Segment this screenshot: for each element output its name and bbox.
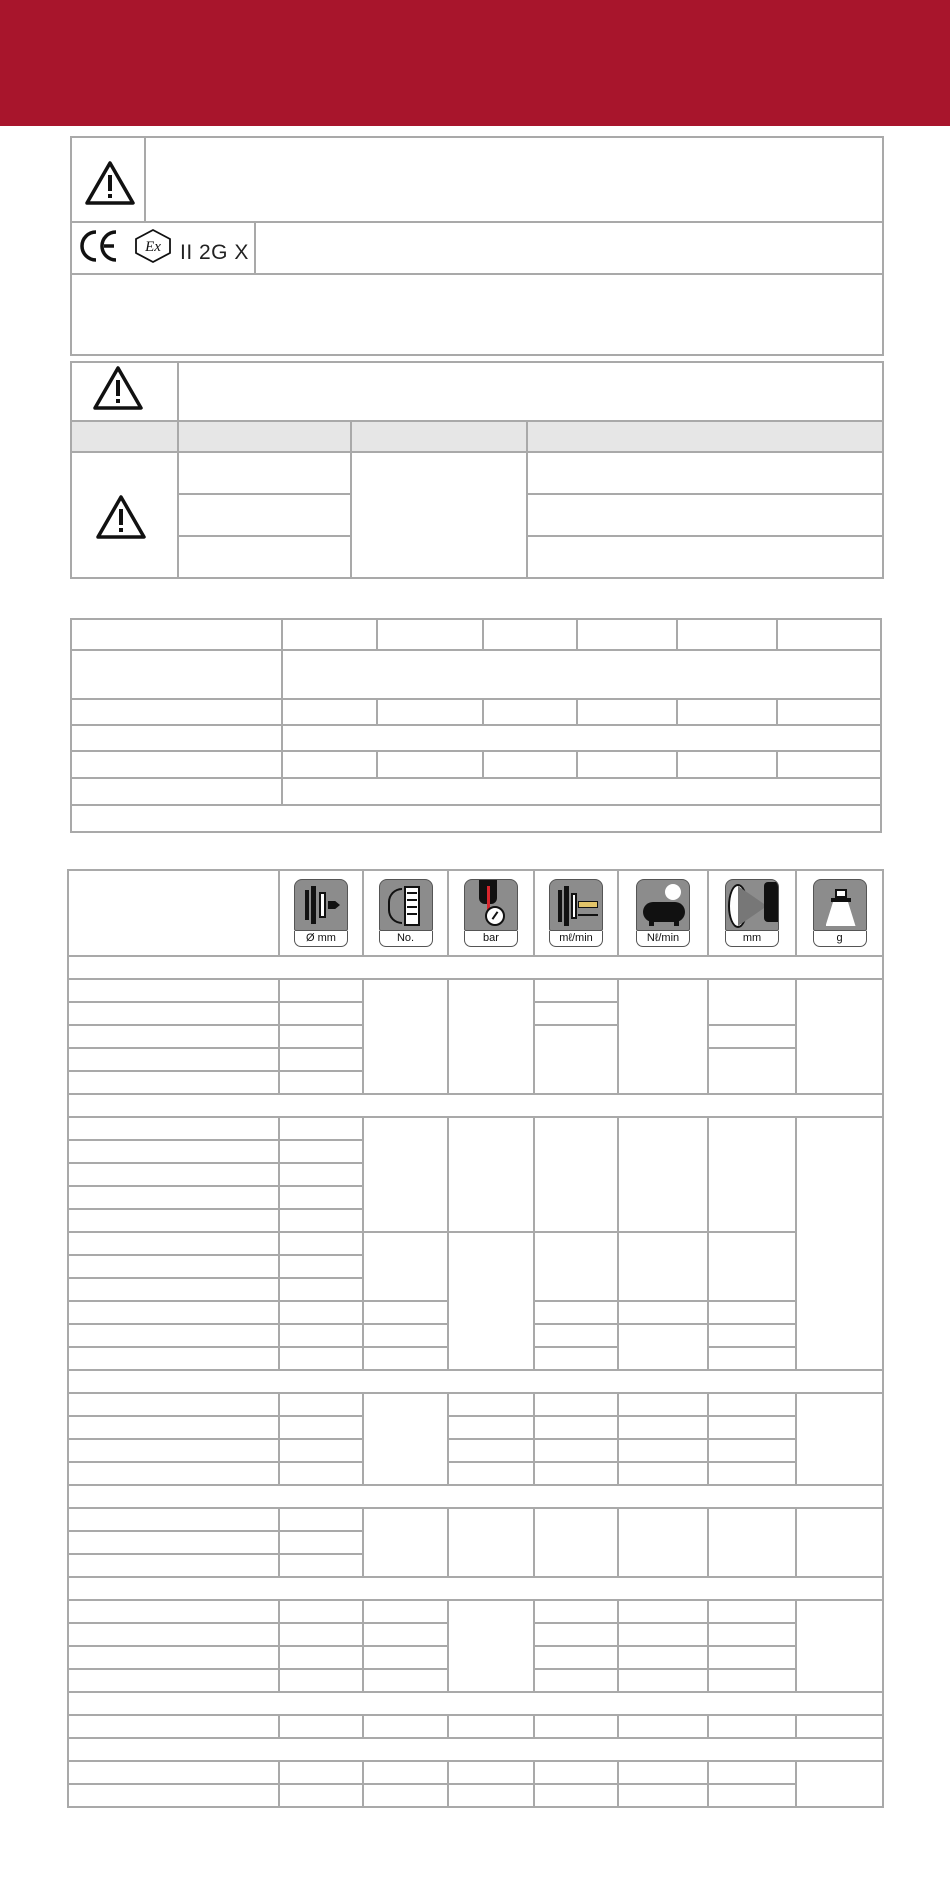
hazard-table-box [70,361,884,579]
table-row [68,1508,883,1531]
ex-atex-icon [133,228,173,264]
table-row [71,778,881,805]
warning-triangle-icon [84,160,136,206]
pressure-gauge-icon [464,879,518,931]
table-row [71,725,881,751]
table-row [68,1117,883,1140]
pressure-header: bar [464,879,518,947]
air-cap-number-icon [379,879,433,931]
table-row [68,1393,883,1416]
table-row [68,1784,883,1807]
header-banner [0,0,950,126]
table-row [68,1600,883,1623]
section-row [68,1738,883,1761]
table-row [71,805,881,832]
table-row [71,619,881,650]
technical-data-table [70,618,882,833]
warning-triangle-icon [92,365,144,411]
atex-group-marking: II 2G X [180,241,249,264]
nozzle-diameter-header: Ø mm [294,879,348,947]
table-row [71,751,881,778]
air-consumption-header: Nℓ/min [636,879,690,947]
table-row [68,1232,883,1255]
section-row [68,1692,883,1715]
section-row [68,1094,883,1117]
section-row [68,956,883,979]
weight-icon [813,879,867,931]
svg-text:Ex: Ex [145,239,161,255]
warning-triangle-icon [95,494,147,540]
air-cap-header: No. [379,879,433,947]
table-row [68,1761,883,1784]
fluid-flow-header: mℓ/min [549,879,603,947]
table-row [68,1462,883,1485]
spec-header-row [68,870,883,956]
compressor-air-icon [636,879,690,931]
table-row [68,1715,883,1738]
section-row [68,1577,883,1600]
fluid-flow-icon [549,879,603,931]
section-row [68,1485,883,1508]
weight-header: g [813,879,867,947]
table-row [68,979,883,1002]
ce-mark-icon [78,229,120,263]
table-row [71,650,881,699]
spray-pattern-header: mm [725,879,779,947]
table-row [68,1439,883,1462]
table-row [68,1416,883,1439]
nozzle-diameter-icon [294,879,348,931]
section-row [68,1370,883,1393]
hazard-table-header-row [72,421,882,451]
table-row [71,699,881,725]
spray-spec-table [67,869,884,1808]
spray-pattern-icon [725,879,779,931]
